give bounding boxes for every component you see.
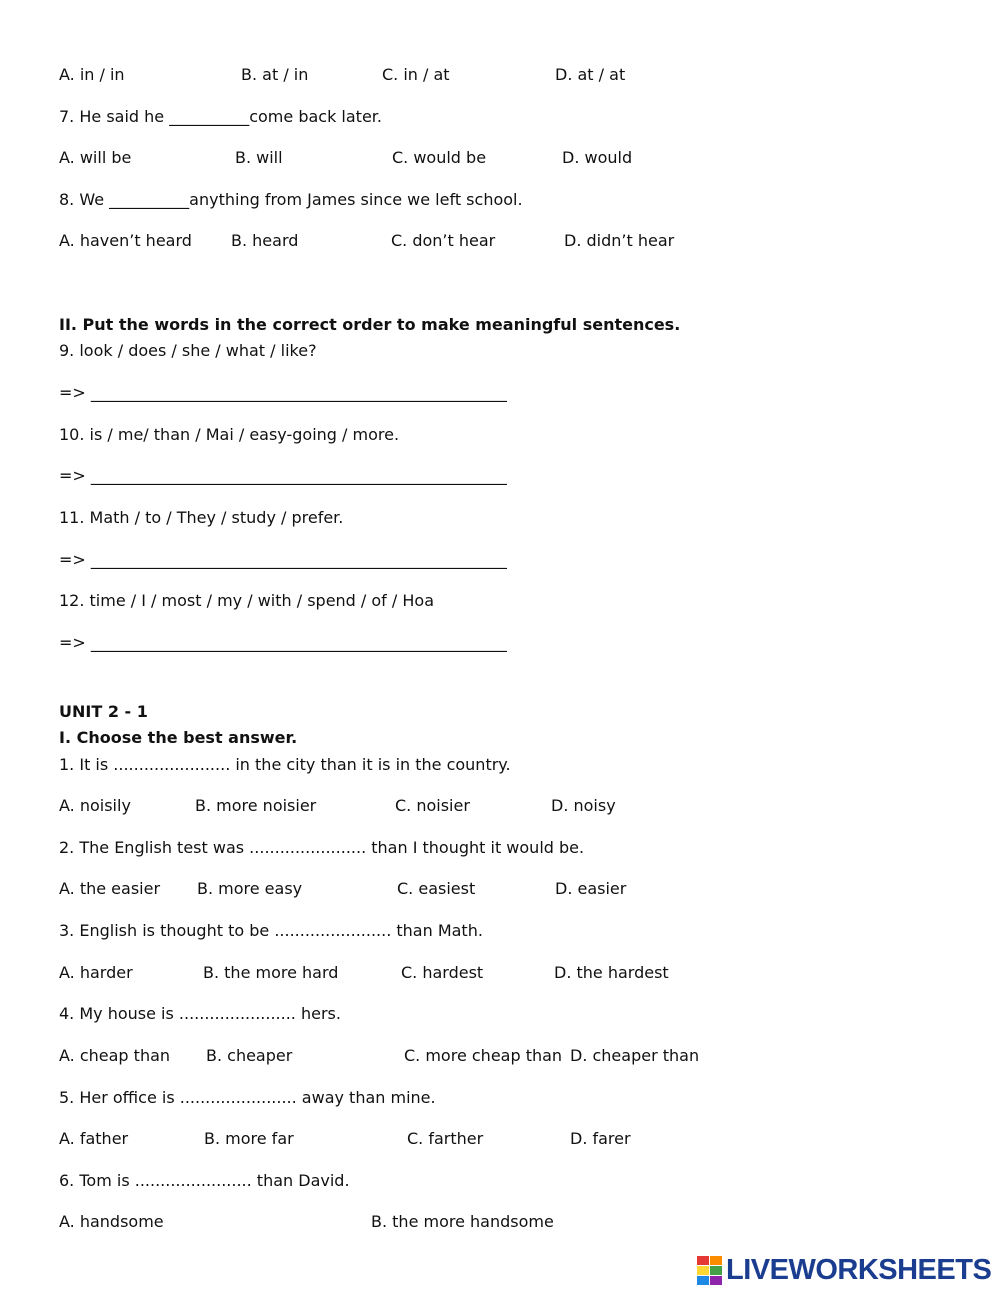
u-q5-option-b: B. more far xyxy=(204,1129,294,1148)
q9-prompt: 9. look / does / she / what / like? xyxy=(59,341,317,360)
q6-option-b: B. at / in xyxy=(241,65,309,84)
u-q2-option-a: A. the easier xyxy=(59,879,161,898)
q12-answer-line[interactable]: => ____________________________________________________ xyxy=(59,633,507,652)
u-q2-option-b: B. more easy xyxy=(197,879,303,898)
u-q6-option-a: A. handsome xyxy=(59,1212,164,1231)
u-q3-option-d: D. the hardest xyxy=(554,963,669,982)
liveworksheets-logo xyxy=(697,1254,991,1286)
u-q6-option-b: B. the more handsome xyxy=(371,1212,554,1231)
u-q3-question: 3. English is thought to be ....................... than Math. xyxy=(59,921,483,940)
section2-title: II. Put the words in the correct order to make meaningful sentences. xyxy=(59,315,681,334)
q8-option-d: D. didn’t hear xyxy=(564,231,675,250)
q8-question: 8. We __________anything from James since we left school. xyxy=(59,190,523,209)
u-q1-option-d: D. noisy xyxy=(551,796,616,815)
q7-option-a: A. will be xyxy=(59,148,132,167)
q6-option-c: C. in / at xyxy=(382,65,450,84)
q6-option-a: A. in / in xyxy=(59,65,125,84)
q6-option-d: D. at / at xyxy=(555,65,626,84)
u-q4-option-c: C. more cheap than xyxy=(404,1046,563,1065)
u-q5-question: 5. Her office is ....................... away than mine. xyxy=(59,1088,436,1107)
logo-icon xyxy=(697,1256,722,1285)
q7-option-b: B. will xyxy=(235,148,283,167)
u-q2-option-d: D. easier xyxy=(555,879,627,898)
q8-option-a: A. haven’t heard xyxy=(59,231,192,250)
u-q1-option-c: C. noisier xyxy=(395,796,470,815)
u-q5-option-c: C. farther xyxy=(407,1129,484,1148)
u-q1-option-b: B. more noisier xyxy=(195,796,317,815)
u-q4-question: 4. My house is ....................... hers. xyxy=(59,1004,341,1023)
u-q4-option-a: A. cheap than xyxy=(59,1046,171,1065)
q7-option-d: D. would xyxy=(562,148,633,167)
q11-prompt: 11. Math / to / They / study / prefer. xyxy=(59,508,344,527)
unit-title: UNIT 2 - 1 xyxy=(59,702,148,721)
u-q3-option-b: B. the more hard xyxy=(203,963,339,982)
u-q1-question: 1. It is ....................... in the city than it is in the country. xyxy=(59,755,511,774)
q8-option-c: C. don’t hear xyxy=(391,231,496,250)
q10-prompt: 10. is / me/ than / Mai / easy-going / more. xyxy=(59,425,400,444)
q7-option-c: C. would be xyxy=(392,148,487,167)
u-q1-option-a: A. noisily xyxy=(59,796,131,815)
u-q3-option-c: C. hardest xyxy=(401,963,484,982)
q12-prompt: 12. time / I / most / my / with / spend / of / Hoa xyxy=(59,591,434,610)
u-q3-option-a: A. harder xyxy=(59,963,133,982)
u-q2-question: 2. The English test was ....................... than I thought it would be. xyxy=(59,838,585,857)
q8-option-b: B. heard xyxy=(231,231,299,250)
u-q5-option-d: D. farer xyxy=(570,1129,631,1148)
unit-section-title: I. Choose the best answer. xyxy=(59,728,298,747)
q11-answer-line[interactable]: => ____________________________________________________ xyxy=(59,550,507,569)
u-q5-option-a: A. father xyxy=(59,1129,129,1148)
u-q6-question: 6. Tom is ....................... than David. xyxy=(59,1171,350,1190)
q10-answer-line[interactable]: => ____________________________________________________ xyxy=(59,466,507,485)
u-q4-option-d: D. cheaper than xyxy=(570,1046,700,1065)
u-q4-option-b: B. cheaper xyxy=(206,1046,293,1065)
logo-text: LIVEWORKSHEETS xyxy=(726,1253,992,1286)
u-q2-option-c: C. easiest xyxy=(397,879,476,898)
q9-answer-line[interactable]: => ____________________________________________________ xyxy=(59,383,507,402)
q7-question: 7. He said he __________come back later. xyxy=(59,107,382,126)
